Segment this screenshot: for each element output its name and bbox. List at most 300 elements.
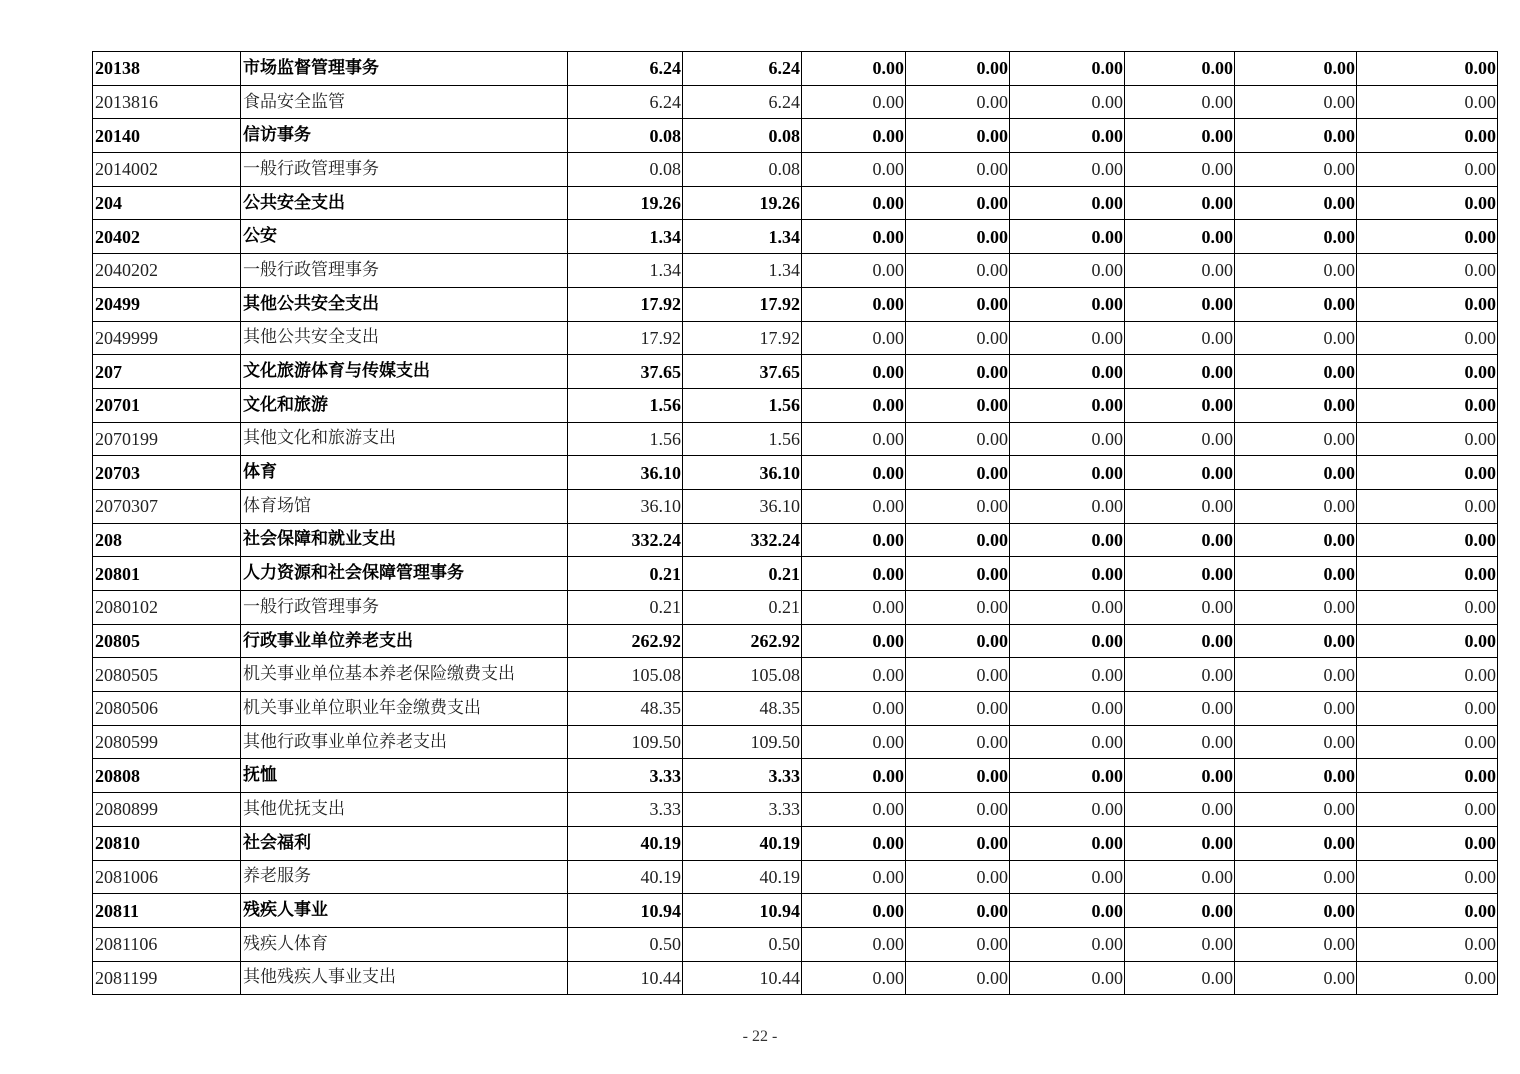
table-row xyxy=(93,456,1498,490)
value-cell: 0.00 xyxy=(802,186,906,220)
table-row xyxy=(93,52,1498,86)
value-cell: 0.00 xyxy=(1010,793,1125,827)
name-cell: 公共安全支出 xyxy=(241,186,568,220)
value-cell: 1.56 xyxy=(683,388,802,422)
value-cell: 0.00 xyxy=(1010,422,1125,456)
code-cell: 2081106 xyxy=(93,927,241,961)
value-cell: 3.33 xyxy=(683,793,802,827)
value-cell: 36.10 xyxy=(568,489,683,523)
code-cell: 20801 xyxy=(93,557,241,591)
value-cell: 0.00 xyxy=(1125,287,1235,321)
value-cell: 0.00 xyxy=(1357,52,1498,86)
table-row xyxy=(93,388,1498,422)
value-cell: 0.00 xyxy=(802,355,906,389)
table-row xyxy=(93,591,1498,625)
value-cell: 0.00 xyxy=(802,894,906,928)
value-cell: 3.33 xyxy=(568,759,683,793)
name-cell: 社会保障和就业支出 xyxy=(241,523,568,557)
code-cell: 20810 xyxy=(93,826,241,860)
value-cell: 0.00 xyxy=(1357,826,1498,860)
table-row xyxy=(93,860,1498,894)
table-row xyxy=(93,725,1498,759)
value-cell: 0.00 xyxy=(1125,220,1235,254)
name-cell: 其他行政事业单位养老支出 xyxy=(241,725,568,759)
value-cell: 0.00 xyxy=(1357,557,1498,591)
value-cell: 105.08 xyxy=(568,658,683,692)
table-body xyxy=(93,52,1498,995)
value-cell: 0.00 xyxy=(802,523,906,557)
table-row xyxy=(93,85,1498,119)
value-cell: 0.00 xyxy=(1125,321,1235,355)
value-cell: 109.50 xyxy=(568,725,683,759)
value-cell: 0.00 xyxy=(1235,321,1357,355)
name-cell: 行政事业单位养老支出 xyxy=(241,624,568,658)
name-cell: 残疾人体育 xyxy=(241,927,568,961)
value-cell: 0.00 xyxy=(906,624,1010,658)
code-cell: 204 xyxy=(93,186,241,220)
value-cell: 0.00 xyxy=(1235,961,1357,995)
code-cell: 2070307 xyxy=(93,489,241,523)
value-cell: 0.00 xyxy=(802,153,906,187)
value-cell: 36.10 xyxy=(683,489,802,523)
value-cell: 0.00 xyxy=(1010,591,1125,625)
table-row xyxy=(93,658,1498,692)
value-cell: 0.50 xyxy=(683,927,802,961)
value-cell: 0.00 xyxy=(906,557,1010,591)
value-cell: 0.00 xyxy=(1235,186,1357,220)
value-cell: 0.00 xyxy=(1357,355,1498,389)
value-cell: 0.00 xyxy=(906,692,1010,726)
value-cell: 0.00 xyxy=(1235,793,1357,827)
value-cell: 0.00 xyxy=(906,523,1010,557)
value-cell: 1.56 xyxy=(568,388,683,422)
value-cell: 0.00 xyxy=(802,557,906,591)
value-cell: 0.00 xyxy=(906,860,1010,894)
value-cell: 0.00 xyxy=(1010,254,1125,288)
value-cell: 17.92 xyxy=(683,321,802,355)
table-row xyxy=(93,557,1498,591)
value-cell: 0.00 xyxy=(1125,961,1235,995)
code-cell: 20805 xyxy=(93,624,241,658)
value-cell: 0.00 xyxy=(1010,557,1125,591)
value-cell: 0.00 xyxy=(1235,220,1357,254)
value-cell: 0.00 xyxy=(1125,624,1235,658)
value-cell: 0.00 xyxy=(1357,220,1498,254)
value-cell: 0.00 xyxy=(1125,355,1235,389)
value-cell: 0.00 xyxy=(1125,692,1235,726)
value-cell: 0.00 xyxy=(1235,927,1357,961)
value-cell: 0.00 xyxy=(1235,591,1357,625)
value-cell: 0.00 xyxy=(1125,591,1235,625)
value-cell: 0.00 xyxy=(906,826,1010,860)
code-cell: 2014002 xyxy=(93,153,241,187)
value-cell: 0.21 xyxy=(568,557,683,591)
code-cell: 207 xyxy=(93,355,241,389)
value-cell: 0.00 xyxy=(802,927,906,961)
value-cell: 0.00 xyxy=(1125,85,1235,119)
value-cell: 0.00 xyxy=(1357,894,1498,928)
table-row xyxy=(93,961,1498,995)
name-cell: 其他公共安全支出 xyxy=(241,321,568,355)
code-cell: 2080899 xyxy=(93,793,241,827)
value-cell: 0.00 xyxy=(1235,557,1357,591)
value-cell: 0.00 xyxy=(906,52,1010,86)
code-cell: 20703 xyxy=(93,456,241,490)
value-cell: 0.00 xyxy=(1125,119,1235,153)
value-cell: 262.92 xyxy=(568,624,683,658)
value-cell: 0.00 xyxy=(1010,489,1125,523)
value-cell: 0.00 xyxy=(1357,692,1498,726)
value-cell: 0.00 xyxy=(1357,388,1498,422)
value-cell: 0.00 xyxy=(1125,725,1235,759)
value-cell: 0.00 xyxy=(906,927,1010,961)
name-cell: 其他公共安全支出 xyxy=(241,287,568,321)
value-cell: 109.50 xyxy=(683,725,802,759)
code-cell: 2040202 xyxy=(93,254,241,288)
value-cell: 0.00 xyxy=(1357,624,1498,658)
value-cell: 0.00 xyxy=(1357,725,1498,759)
value-cell: 0.00 xyxy=(1357,119,1498,153)
name-cell: 公安 xyxy=(241,220,568,254)
table-row xyxy=(93,927,1498,961)
value-cell: 0.00 xyxy=(906,321,1010,355)
value-cell: 37.65 xyxy=(568,355,683,389)
name-cell: 机关事业单位基本养老保险缴费支出 xyxy=(241,658,568,692)
value-cell: 0.00 xyxy=(906,759,1010,793)
value-cell: 0.21 xyxy=(683,591,802,625)
value-cell: 0.00 xyxy=(906,591,1010,625)
code-cell: 20138 xyxy=(93,52,241,86)
value-cell: 10.94 xyxy=(568,894,683,928)
value-cell: 0.00 xyxy=(1125,153,1235,187)
value-cell: 0.00 xyxy=(906,287,1010,321)
value-cell: 0.00 xyxy=(906,894,1010,928)
value-cell: 0.00 xyxy=(802,624,906,658)
code-cell: 20811 xyxy=(93,894,241,928)
value-cell: 0.00 xyxy=(1357,321,1498,355)
name-cell: 其他文化和旅游支出 xyxy=(241,422,568,456)
value-cell: 0.00 xyxy=(1235,355,1357,389)
value-cell: 0.00 xyxy=(1125,388,1235,422)
value-cell: 10.44 xyxy=(683,961,802,995)
value-cell: 0.00 xyxy=(1125,186,1235,220)
name-cell: 体育 xyxy=(241,456,568,490)
value-cell: 40.19 xyxy=(568,826,683,860)
value-cell: 19.26 xyxy=(568,186,683,220)
table-row xyxy=(93,422,1498,456)
value-cell: 0.00 xyxy=(1235,388,1357,422)
name-cell: 体育场馆 xyxy=(241,489,568,523)
value-cell: 0.00 xyxy=(1010,153,1125,187)
value-cell: 0.00 xyxy=(1125,254,1235,288)
value-cell: 0.00 xyxy=(802,456,906,490)
value-cell: 0.00 xyxy=(802,489,906,523)
value-cell: 0.00 xyxy=(1357,287,1498,321)
table-row xyxy=(93,321,1498,355)
value-cell: 1.34 xyxy=(683,220,802,254)
value-cell: 0.00 xyxy=(1010,725,1125,759)
value-cell: 0.00 xyxy=(1010,119,1125,153)
value-cell: 3.33 xyxy=(683,759,802,793)
value-cell: 0.00 xyxy=(1357,523,1498,557)
value-cell: 19.26 xyxy=(683,186,802,220)
value-cell: 3.33 xyxy=(568,793,683,827)
value-cell: 0.00 xyxy=(1010,759,1125,793)
value-cell: 17.92 xyxy=(683,287,802,321)
value-cell: 0.00 xyxy=(1125,860,1235,894)
code-cell: 2070199 xyxy=(93,422,241,456)
name-cell: 养老服务 xyxy=(241,860,568,894)
table-row xyxy=(93,186,1498,220)
value-cell: 0.00 xyxy=(802,287,906,321)
code-cell: 208 xyxy=(93,523,241,557)
value-cell: 262.92 xyxy=(683,624,802,658)
value-cell: 0.00 xyxy=(1357,793,1498,827)
value-cell: 0.00 xyxy=(906,422,1010,456)
value-cell: 0.00 xyxy=(1010,961,1125,995)
value-cell: 0.00 xyxy=(802,119,906,153)
value-cell: 0.00 xyxy=(1235,456,1357,490)
code-cell: 2080102 xyxy=(93,591,241,625)
value-cell: 0.00 xyxy=(1010,692,1125,726)
name-cell: 抚恤 xyxy=(241,759,568,793)
value-cell: 0.00 xyxy=(1235,287,1357,321)
value-cell: 0.00 xyxy=(1235,422,1357,456)
value-cell: 0.00 xyxy=(1235,85,1357,119)
value-cell: 0.00 xyxy=(1235,894,1357,928)
value-cell: 37.65 xyxy=(683,355,802,389)
table-row xyxy=(93,489,1498,523)
value-cell: 10.44 xyxy=(568,961,683,995)
value-cell: 0.08 xyxy=(568,119,683,153)
value-cell: 0.00 xyxy=(1357,658,1498,692)
code-cell: 2013816 xyxy=(93,85,241,119)
name-cell: 文化和旅游 xyxy=(241,388,568,422)
value-cell: 0.00 xyxy=(802,725,906,759)
page-number: - 22 - xyxy=(742,1028,778,1045)
name-cell: 一般行政管理事务 xyxy=(241,153,568,187)
value-cell: 0.00 xyxy=(1125,927,1235,961)
code-cell: 2081199 xyxy=(93,961,241,995)
name-cell: 文化旅游体育与传媒支出 xyxy=(241,355,568,389)
value-cell: 0.00 xyxy=(906,220,1010,254)
code-cell: 2080505 xyxy=(93,658,241,692)
value-cell: 0.00 xyxy=(906,254,1010,288)
value-cell: 36.10 xyxy=(568,456,683,490)
value-cell: 0.00 xyxy=(1010,826,1125,860)
value-cell: 0.00 xyxy=(802,759,906,793)
name-cell: 机关事业单位职业年金缴费支出 xyxy=(241,692,568,726)
name-cell: 食品安全监管 xyxy=(241,85,568,119)
value-cell: 0.00 xyxy=(1010,220,1125,254)
value-cell: 0.00 xyxy=(906,725,1010,759)
name-cell: 一般行政管理事务 xyxy=(241,254,568,288)
name-cell: 信访事务 xyxy=(241,119,568,153)
value-cell: 0.00 xyxy=(1125,658,1235,692)
value-cell: 0.00 xyxy=(1125,759,1235,793)
table-row xyxy=(93,894,1498,928)
value-cell: 10.94 xyxy=(683,894,802,928)
value-cell: 40.19 xyxy=(683,826,802,860)
value-cell: 0.00 xyxy=(906,153,1010,187)
value-cell: 0.00 xyxy=(1235,52,1357,86)
value-cell: 0.00 xyxy=(1125,523,1235,557)
table-row xyxy=(93,119,1498,153)
value-cell: 1.34 xyxy=(568,254,683,288)
value-cell: 105.08 xyxy=(683,658,802,692)
value-cell: 17.92 xyxy=(568,287,683,321)
value-cell: 0.00 xyxy=(1357,591,1498,625)
value-cell: 0.00 xyxy=(906,85,1010,119)
value-cell: 0.00 xyxy=(906,961,1010,995)
table-row xyxy=(93,793,1498,827)
table-row xyxy=(93,692,1498,726)
value-cell: 0.00 xyxy=(906,388,1010,422)
code-cell: 20499 xyxy=(93,287,241,321)
name-cell: 一般行政管理事务 xyxy=(241,591,568,625)
value-cell: 0.00 xyxy=(802,52,906,86)
value-cell: 0.00 xyxy=(1010,388,1125,422)
table-row xyxy=(93,220,1498,254)
value-cell: 0.00 xyxy=(1357,85,1498,119)
value-cell: 0.00 xyxy=(1010,894,1125,928)
value-cell: 0.00 xyxy=(1010,85,1125,119)
value-cell: 6.24 xyxy=(568,85,683,119)
name-cell: 人力资源和社会保障管理事务 xyxy=(241,557,568,591)
value-cell: 0.00 xyxy=(906,355,1010,389)
value-cell: 0.00 xyxy=(1357,489,1498,523)
value-cell: 0.00 xyxy=(1357,456,1498,490)
value-cell: 0.08 xyxy=(683,153,802,187)
value-cell: 0.00 xyxy=(1235,523,1357,557)
value-cell: 332.24 xyxy=(568,523,683,557)
table-row xyxy=(93,355,1498,389)
value-cell: 0.00 xyxy=(1125,557,1235,591)
value-cell: 0.00 xyxy=(1125,489,1235,523)
value-cell: 0.21 xyxy=(568,591,683,625)
value-cell: 0.00 xyxy=(1010,52,1125,86)
code-cell: 20140 xyxy=(93,119,241,153)
value-cell: 0.00 xyxy=(802,826,906,860)
value-cell: 0.08 xyxy=(568,153,683,187)
value-cell: 0.00 xyxy=(1235,860,1357,894)
value-cell: 0.00 xyxy=(802,254,906,288)
value-cell: 0.00 xyxy=(1010,321,1125,355)
value-cell: 0.00 xyxy=(1010,186,1125,220)
value-cell: 0.00 xyxy=(1010,624,1125,658)
value-cell: 0.00 xyxy=(1357,254,1498,288)
value-cell: 0.00 xyxy=(1235,759,1357,793)
value-cell: 0.00 xyxy=(1125,456,1235,490)
table-row xyxy=(93,287,1498,321)
value-cell: 0.00 xyxy=(1357,927,1498,961)
value-cell: 0.00 xyxy=(1010,523,1125,557)
value-cell: 0.00 xyxy=(1235,119,1357,153)
value-cell: 0.00 xyxy=(1125,826,1235,860)
value-cell: 0.00 xyxy=(1010,456,1125,490)
value-cell: 0.00 xyxy=(1125,422,1235,456)
value-cell: 1.56 xyxy=(568,422,683,456)
value-cell: 0.00 xyxy=(1010,927,1125,961)
value-cell: 48.35 xyxy=(683,692,802,726)
code-cell: 20701 xyxy=(93,388,241,422)
value-cell: 0.00 xyxy=(1235,624,1357,658)
code-cell: 2080599 xyxy=(93,725,241,759)
code-cell: 20402 xyxy=(93,220,241,254)
value-cell: 0.00 xyxy=(1235,153,1357,187)
value-cell: 0.00 xyxy=(906,456,1010,490)
table-row xyxy=(93,153,1498,187)
value-cell: 0.00 xyxy=(1357,759,1498,793)
value-cell: 0.00 xyxy=(906,489,1010,523)
value-cell: 0.00 xyxy=(1235,658,1357,692)
code-cell: 2081006 xyxy=(93,860,241,894)
value-cell: 0.00 xyxy=(1357,422,1498,456)
value-cell: 0.00 xyxy=(1235,489,1357,523)
name-cell: 市场监督管理事务 xyxy=(241,52,568,86)
value-cell: 1.34 xyxy=(683,254,802,288)
value-cell: 0.00 xyxy=(1235,254,1357,288)
name-cell: 社会福利 xyxy=(241,826,568,860)
table-row xyxy=(93,826,1498,860)
name-cell: 其他残疾人事业支出 xyxy=(241,961,568,995)
value-cell: 0.00 xyxy=(1125,894,1235,928)
name-cell: 残疾人事业 xyxy=(241,894,568,928)
value-cell: 0.00 xyxy=(802,85,906,119)
value-cell: 0.00 xyxy=(802,388,906,422)
value-cell: 40.19 xyxy=(683,860,802,894)
value-cell: 0.00 xyxy=(802,692,906,726)
name-cell: 其他优抚支出 xyxy=(241,793,568,827)
code-cell: 20808 xyxy=(93,759,241,793)
value-cell: 0.00 xyxy=(802,321,906,355)
value-cell: 0.00 xyxy=(1010,860,1125,894)
table-row xyxy=(93,254,1498,288)
value-cell: 0.00 xyxy=(906,793,1010,827)
value-cell: 0.21 xyxy=(683,557,802,591)
value-cell: 0.00 xyxy=(1125,52,1235,86)
value-cell: 0.00 xyxy=(1357,961,1498,995)
value-cell: 0.00 xyxy=(1357,860,1498,894)
value-cell: 0.00 xyxy=(1235,692,1357,726)
value-cell: 0.00 xyxy=(1357,153,1498,187)
value-cell: 0.00 xyxy=(802,422,906,456)
value-cell: 0.00 xyxy=(906,119,1010,153)
value-cell: 0.00 xyxy=(1235,725,1357,759)
value-cell: 0.00 xyxy=(906,658,1010,692)
value-cell: 0.00 xyxy=(802,860,906,894)
value-cell: 0.00 xyxy=(802,591,906,625)
value-cell: 40.19 xyxy=(568,860,683,894)
table-row xyxy=(93,523,1498,557)
value-cell: 0.00 xyxy=(906,186,1010,220)
value-cell: 0.00 xyxy=(802,658,906,692)
value-cell: 17.92 xyxy=(568,321,683,355)
value-cell: 6.24 xyxy=(568,52,683,86)
value-cell: 1.56 xyxy=(683,422,802,456)
table-row xyxy=(93,624,1498,658)
value-cell: 0.00 xyxy=(1010,658,1125,692)
value-cell: 1.34 xyxy=(568,220,683,254)
value-cell: 332.24 xyxy=(683,523,802,557)
value-cell: 0.50 xyxy=(568,927,683,961)
value-cell: 36.10 xyxy=(683,456,802,490)
value-cell: 0.08 xyxy=(683,119,802,153)
value-cell: 0.00 xyxy=(1357,186,1498,220)
value-cell: 0.00 xyxy=(802,793,906,827)
budget-expenditure-table xyxy=(92,51,1498,995)
value-cell: 0.00 xyxy=(802,961,906,995)
